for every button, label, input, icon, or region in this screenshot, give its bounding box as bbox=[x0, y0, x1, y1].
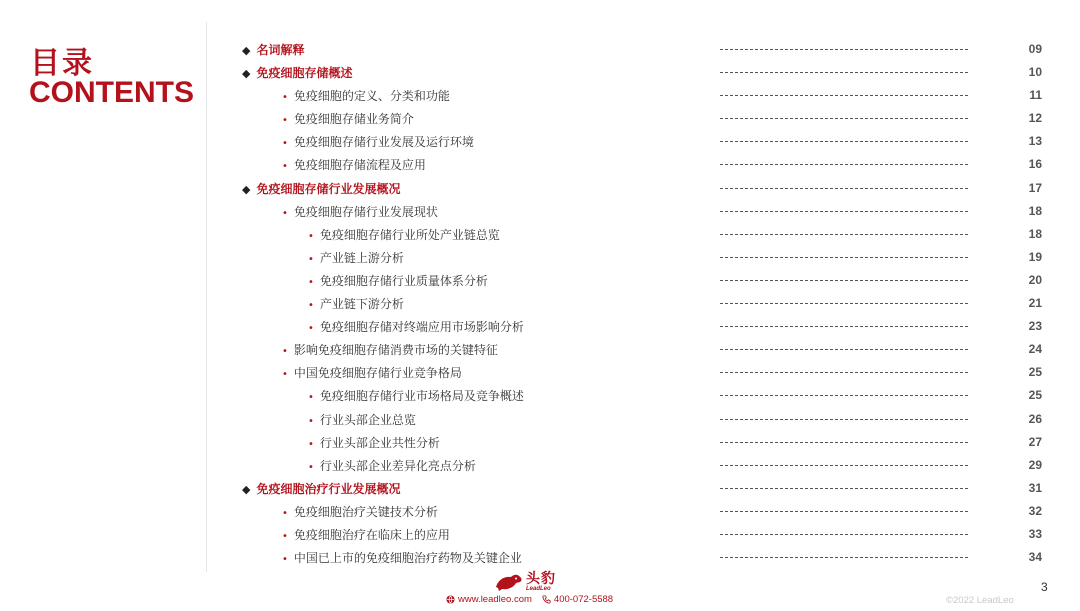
toc-item[interactable] bbox=[0, 246, 1080, 269]
toc-page-number: 33 bbox=[1028, 526, 1042, 541]
dot-leader bbox=[720, 211, 968, 212]
toc-page-number: 24 bbox=[1028, 342, 1042, 357]
toc-label-text: 影响免疫细胞存储消费市场的关键特征 bbox=[293, 343, 498, 358]
dot-leader bbox=[720, 164, 968, 165]
dot-bullet-icon: • bbox=[308, 230, 314, 242]
dot-bullet-icon: • bbox=[308, 415, 314, 427]
globe-icon bbox=[446, 595, 455, 604]
toc-label-text: 免疫细胞存储行业市场格局及竞争概述 bbox=[319, 389, 524, 404]
toc-page-number: 11 bbox=[1029, 88, 1042, 103]
dot-bullet-icon: • bbox=[282, 507, 288, 519]
toc-page-number: 16 bbox=[1028, 157, 1042, 172]
toc-item[interactable] bbox=[0, 223, 1080, 246]
toc-item[interactable] bbox=[0, 546, 1080, 569]
toc-label-text: 免疫细胞治疗关键技术分析 bbox=[293, 504, 438, 519]
toc-page-number: 18 bbox=[1028, 226, 1042, 241]
toc-label-text: 行业头部企业总览 bbox=[319, 412, 416, 427]
dot-bullet-icon: • bbox=[282, 554, 288, 566]
dot-leader bbox=[720, 372, 968, 373]
toc-page-number: 25 bbox=[1028, 388, 1042, 403]
toc-item[interactable] bbox=[0, 361, 1080, 384]
toc-section[interactable] bbox=[0, 38, 1080, 61]
toc-page-number: 23 bbox=[1028, 319, 1042, 334]
dot-leader bbox=[720, 280, 968, 281]
toc-page-number: 18 bbox=[1028, 203, 1042, 218]
dot-bullet-icon: • bbox=[308, 323, 314, 335]
dot-bullet-icon: • bbox=[308, 253, 314, 265]
leopard-logo-icon bbox=[494, 572, 524, 592]
dot-bullet-icon: • bbox=[282, 530, 288, 542]
toc-label bbox=[242, 64, 352, 81]
diamond-bullet-icon: ◆ bbox=[242, 67, 251, 81]
dot-bullet-icon: • bbox=[282, 115, 288, 127]
toc-label-text: 免疫细胞存储行业所处产业链总览 bbox=[319, 227, 500, 242]
dot-leader bbox=[720, 257, 968, 258]
toc-item[interactable] bbox=[0, 130, 1080, 153]
dot-bullet-icon: • bbox=[308, 276, 314, 288]
toc-page-number: 31 bbox=[1028, 480, 1042, 495]
dot-bullet-icon: • bbox=[308, 392, 314, 404]
slide-number: 3 bbox=[1041, 580, 1048, 594]
toc-label bbox=[308, 226, 500, 243]
dot-leader bbox=[720, 141, 968, 142]
toc-label bbox=[308, 434, 440, 451]
toc-label-text: 免疫细胞存储行业发展现状 bbox=[293, 204, 438, 219]
toc-label bbox=[282, 87, 450, 104]
toc-label-text: 免疫细胞存储行业发展及运行环境 bbox=[293, 135, 474, 150]
dot-bullet-icon: • bbox=[308, 300, 314, 312]
toc-page-number: 27 bbox=[1028, 434, 1042, 449]
toc-item[interactable] bbox=[0, 454, 1080, 477]
toc-label bbox=[282, 341, 498, 358]
toc-label-text: 中国已上市的免疫细胞治疗药物及关键企业 bbox=[293, 551, 522, 566]
diamond-bullet-icon: ◆ bbox=[242, 182, 251, 196]
toc-label-text: 免疫细胞存储流程及应用 bbox=[293, 158, 426, 173]
toc-page-number: 34 bbox=[1028, 550, 1042, 565]
toc-label-text: 产业链下游分析 bbox=[319, 297, 404, 312]
toc-item[interactable] bbox=[0, 500, 1080, 523]
dot-bullet-icon: • bbox=[282, 369, 288, 381]
footer-contact bbox=[446, 594, 613, 605]
dot-leader bbox=[720, 118, 968, 119]
toc-label-text: 免疫细胞存储业务简介 bbox=[293, 112, 414, 127]
logo-text-cn: 头豹 bbox=[526, 571, 556, 587]
toc-label-text: 行业头部企业共性分析 bbox=[319, 435, 440, 450]
toc-label bbox=[308, 272, 488, 289]
dot-leader bbox=[720, 557, 968, 558]
toc-section[interactable] bbox=[0, 61, 1080, 84]
toc-label bbox=[282, 364, 462, 381]
toc-label bbox=[282, 549, 522, 566]
table-of-contents bbox=[0, 38, 1080, 569]
toc-label-text: 中国免疫细胞存储行业竞争格局 bbox=[293, 366, 462, 381]
page-title-en: CONTENTS bbox=[29, 76, 194, 109]
toc-label-text: 免疫细胞治疗行业发展概况 bbox=[256, 481, 401, 496]
dot-leader bbox=[720, 395, 968, 396]
dot-leader bbox=[720, 188, 968, 189]
toc-label bbox=[282, 133, 474, 150]
toc-label bbox=[282, 203, 438, 220]
toc-label-text: 免疫细胞存储对终端应用市场影响分析 bbox=[319, 320, 524, 335]
logo-text-en: LeadLeo bbox=[526, 586, 551, 592]
dot-bullet-icon: • bbox=[282, 346, 288, 358]
toc-label-text: 免疫细胞存储行业发展概况 bbox=[256, 181, 401, 196]
phone-number: 400-072-5588 bbox=[553, 594, 614, 605]
toc-label bbox=[242, 180, 400, 197]
toc-label-text: 免疫细胞存储概述 bbox=[256, 66, 353, 81]
dot-leader bbox=[720, 511, 968, 512]
toc-label bbox=[308, 411, 416, 428]
dot-bullet-icon: • bbox=[282, 92, 288, 104]
toc-page-number: 20 bbox=[1028, 272, 1042, 287]
dot-bullet-icon: • bbox=[308, 438, 314, 450]
toc-label bbox=[308, 457, 476, 474]
dot-bullet-icon: • bbox=[282, 138, 288, 150]
toc-page-number: 12 bbox=[1028, 111, 1042, 126]
dot-leader bbox=[720, 419, 968, 420]
toc-page-number: 17 bbox=[1028, 180, 1042, 195]
toc-item[interactable] bbox=[0, 384, 1080, 407]
toc-label bbox=[308, 318, 524, 335]
toc-page-number: 09 bbox=[1028, 42, 1042, 56]
toc-label-text: 产业链上游分析 bbox=[319, 250, 404, 265]
phone-icon bbox=[542, 595, 551, 604]
toc-page-number: 19 bbox=[1028, 249, 1042, 264]
toc-page-number: 29 bbox=[1028, 457, 1042, 472]
dot-leader bbox=[720, 326, 968, 327]
diamond-bullet-icon: ◆ bbox=[242, 44, 251, 57]
toc-item[interactable] bbox=[0, 200, 1080, 223]
toc-label-text: 行业头部企业差异化亮点分析 bbox=[319, 458, 476, 473]
toc-label bbox=[282, 156, 426, 173]
dot-leader bbox=[720, 95, 968, 96]
toc-label bbox=[242, 480, 400, 497]
toc-label bbox=[282, 110, 414, 127]
toc-label-text: 名词解释 bbox=[256, 43, 305, 57]
toc-item[interactable] bbox=[0, 431, 1080, 454]
dot-bullet-icon: • bbox=[282, 161, 288, 173]
toc-page-number: 26 bbox=[1028, 411, 1042, 426]
toc-page-number: 32 bbox=[1028, 503, 1042, 518]
toc-page-number: 13 bbox=[1028, 134, 1042, 149]
dot-leader bbox=[720, 72, 968, 73]
toc-item[interactable] bbox=[0, 292, 1080, 315]
toc-label bbox=[308, 387, 524, 404]
toc-label bbox=[308, 249, 404, 266]
toc-label-text: 免疫细胞的定义、分类和功能 bbox=[293, 89, 450, 104]
diamond-bullet-icon: ◆ bbox=[242, 482, 251, 496]
toc-item[interactable] bbox=[0, 269, 1080, 292]
dot-leader bbox=[720, 442, 968, 443]
toc-page-number: 10 bbox=[1028, 65, 1042, 80]
toc-page-number: 25 bbox=[1028, 365, 1042, 380]
toc-label-text: 免疫细胞存储行业质量体系分析 bbox=[319, 273, 488, 288]
copyright-text: ©2022 LeadLeo bbox=[946, 595, 1014, 606]
toc-page-number: 21 bbox=[1028, 296, 1042, 311]
toc-item[interactable] bbox=[0, 84, 1080, 107]
website-link[interactable]: www.leadleo.com bbox=[458, 594, 532, 605]
toc-section[interactable] bbox=[0, 177, 1080, 200]
leadleo-logo bbox=[494, 570, 556, 594]
dot-leader bbox=[720, 488, 968, 489]
toc-label bbox=[308, 295, 404, 312]
toc-label bbox=[282, 526, 450, 543]
toc-item[interactable] bbox=[0, 523, 1080, 546]
page-title-cn: 目录 bbox=[30, 46, 94, 81]
toc-section[interactable] bbox=[0, 477, 1080, 500]
toc-item[interactable] bbox=[0, 153, 1080, 176]
toc-item[interactable] bbox=[0, 107, 1080, 130]
toc-label bbox=[242, 41, 304, 58]
toc-item[interactable] bbox=[0, 408, 1080, 431]
dot-leader bbox=[720, 534, 968, 535]
dot-bullet-icon: • bbox=[308, 461, 314, 473]
dot-leader bbox=[720, 234, 968, 235]
dot-leader bbox=[720, 349, 968, 350]
dot-leader bbox=[720, 303, 968, 304]
dot-leader bbox=[720, 465, 968, 466]
toc-label-text: 免疫细胞治疗在临床上的应用 bbox=[293, 527, 450, 542]
toc-item[interactable] bbox=[0, 338, 1080, 361]
toc-label bbox=[282, 503, 438, 520]
toc-item[interactable] bbox=[0, 315, 1080, 338]
dot-bullet-icon: • bbox=[282, 207, 288, 219]
dot-leader bbox=[720, 49, 968, 50]
